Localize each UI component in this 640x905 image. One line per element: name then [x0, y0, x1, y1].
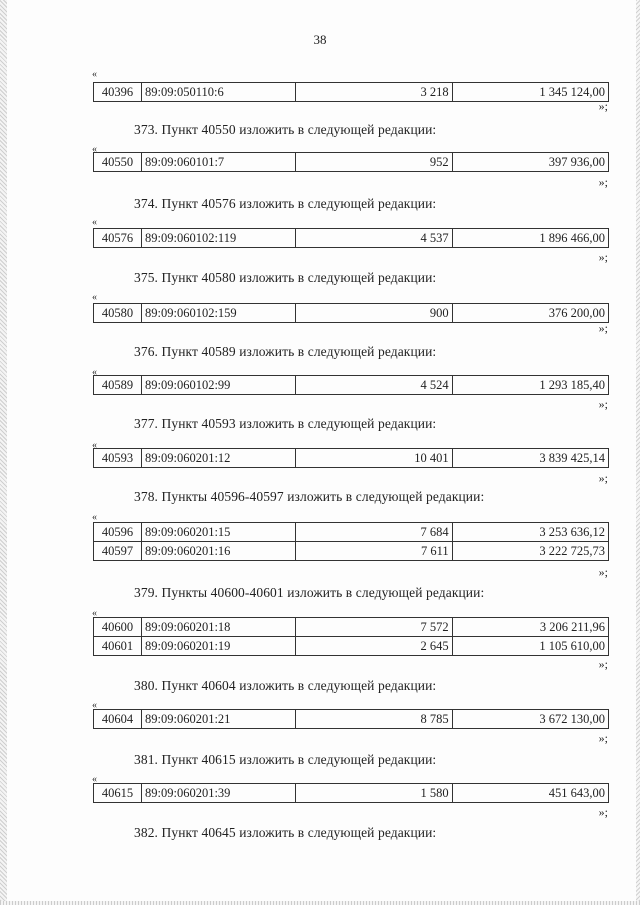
scan-edge-left — [0, 0, 7, 905]
item-number-cell: 40596 — [94, 523, 142, 542]
closing-quote: »; — [598, 99, 608, 113]
scan-edge-right — [636, 0, 640, 905]
section-heading: 375. Пункт 40580 изложить в следующей редакции: — [134, 270, 437, 285]
cadastral-value-cell: 1 105 610,00 — [452, 637, 608, 656]
item-number-cell: 40597 — [94, 542, 142, 561]
cadastral-value-cell: 376 200,00 — [452, 304, 608, 323]
cadastral-value-cell: 3 839 425,14 — [452, 449, 608, 468]
closing-quote: »; — [598, 805, 608, 819]
item-number-cell: 40600 — [94, 618, 142, 637]
item-number-cell: 40604 — [94, 710, 142, 729]
table-row — [94, 784, 609, 803]
item-number-cell: 40580 — [94, 304, 142, 323]
area-cell: 7 572 — [296, 618, 452, 637]
cadastral-number-cell: 89:09:060201:12 — [142, 449, 296, 468]
area-cell: 4 524 — [296, 376, 452, 395]
cadastral-number-cell: 89:09:060201:21 — [142, 710, 296, 729]
item-number-cell: 40576 — [94, 229, 142, 248]
area-cell: 952 — [296, 153, 452, 172]
cadastral-number-cell: 89:09:060201:39 — [142, 784, 296, 803]
cadastral-value-cell: 3 253 636,12 — [452, 523, 608, 542]
section-heading: 374. Пункт 40576 изложить в следующей редакции: — [134, 196, 437, 211]
item-number-cell: 40589 — [94, 376, 142, 395]
record-table — [93, 152, 609, 172]
record-table — [93, 228, 609, 248]
cadastral-value-cell: 451 643,00 — [452, 784, 608, 803]
section-heading: 378. Пункты 40596-40597 изложить в следующей редакции: — [134, 489, 485, 504]
record-table — [93, 522, 609, 561]
cadastral-number-cell: 89:09:060102:99 — [142, 376, 296, 395]
opening-quote: « — [92, 700, 97, 711]
table-row — [94, 449, 609, 468]
table-row — [94, 304, 609, 323]
opening-quote: « — [92, 608, 97, 619]
closing-quote: »; — [598, 471, 608, 485]
area-cell: 900 — [296, 304, 452, 323]
section-heading: 381. Пункт 40615 изложить в следующей редакции: — [134, 752, 437, 767]
area-cell: 2 645 — [296, 637, 452, 656]
cadastral-number-cell: 89:09:060101:7 — [142, 153, 296, 172]
cadastral-number-cell: 89:09:060201:16 — [142, 542, 296, 561]
table-row — [94, 542, 609, 561]
record-table — [93, 303, 609, 323]
cadastral-value-cell: 397 936,00 — [452, 153, 608, 172]
record-table — [93, 617, 609, 656]
closing-quote: »; — [598, 250, 608, 264]
closing-quote: »; — [598, 657, 608, 671]
opening-quote: « — [92, 144, 97, 155]
cadastral-value-cell: 1 345 124,00 — [452, 83, 608, 102]
area-cell: 10 401 — [296, 449, 452, 468]
opening-quote: « — [92, 512, 97, 523]
table-row — [94, 710, 609, 729]
record-table — [93, 783, 609, 803]
table-row — [94, 153, 609, 172]
closing-quote: »; — [598, 321, 608, 335]
opening-quote: « — [92, 292, 97, 303]
area-cell: 8 785 — [296, 710, 452, 729]
section-heading: 377. Пункт 40593 изложить в следующей редакции: — [134, 416, 437, 431]
opening-quote: « — [92, 69, 97, 80]
cadastral-value-cell: 1 293 185,40 — [452, 376, 608, 395]
record-table — [93, 709, 609, 729]
record-table — [93, 375, 609, 395]
item-number-cell: 40601 — [94, 637, 142, 656]
closing-quote: »; — [598, 175, 608, 189]
table-row — [94, 523, 609, 542]
record-table — [93, 448, 609, 468]
cadastral-number-cell: 89:09:060102:159 — [142, 304, 296, 323]
area-cell: 3 218 — [296, 83, 452, 102]
page-number: 38 — [313, 32, 327, 47]
opening-quote: « — [92, 217, 97, 228]
cadastral-number-cell: 89:09:060201:19 — [142, 637, 296, 656]
cadastral-number-cell: 89:09:060201:15 — [142, 523, 296, 542]
closing-quote: »; — [598, 565, 608, 579]
opening-quote: « — [92, 440, 97, 451]
cadastral-number-cell: 89:09:060201:18 — [142, 618, 296, 637]
table-row — [94, 376, 609, 395]
item-number-cell: 40593 — [94, 449, 142, 468]
table-row — [94, 83, 609, 102]
table-row — [94, 637, 609, 656]
record-table — [93, 82, 609, 102]
section-heading: 379. Пункты 40600-40601 изложить в следующей редакции: — [134, 585, 485, 600]
section-heading: 380. Пункт 40604 изложить в следующей редакции: — [134, 678, 437, 693]
section-heading: 373. Пункт 40550 изложить в следующей редакции: — [134, 122, 437, 137]
opening-quote: « — [92, 774, 97, 785]
area-cell: 4 537 — [296, 229, 452, 248]
cadastral-value-cell: 3 206 211,96 — [452, 618, 608, 637]
closing-quote: »; — [598, 731, 608, 745]
cadastral-number-cell: 89:09:050110:6 — [142, 83, 296, 102]
table-row — [94, 618, 609, 637]
table-row — [94, 229, 609, 248]
cadastral-number-cell: 89:09:060102:119 — [142, 229, 296, 248]
cadastral-value-cell: 3 222 725,73 — [452, 542, 608, 561]
cadastral-value-cell: 3 672 130,00 — [452, 710, 608, 729]
item-number-cell: 40396 — [94, 83, 142, 102]
cadastral-value-cell: 1 896 466,00 — [452, 229, 608, 248]
closing-quote: »; — [598, 397, 608, 411]
section-heading: 376. Пункт 40589 изложить в следующей редакции: — [134, 344, 437, 359]
item-number-cell: 40615 — [94, 784, 142, 803]
area-cell: 7 684 — [296, 523, 452, 542]
item-number-cell: 40550 — [94, 153, 142, 172]
section-heading: 382. Пункт 40645 изложить в следующей редакции: — [134, 825, 437, 840]
opening-quote: « — [92, 367, 97, 378]
area-cell: 7 611 — [296, 542, 452, 561]
scan-edge-bottom — [0, 901, 640, 905]
area-cell: 1 580 — [296, 784, 452, 803]
